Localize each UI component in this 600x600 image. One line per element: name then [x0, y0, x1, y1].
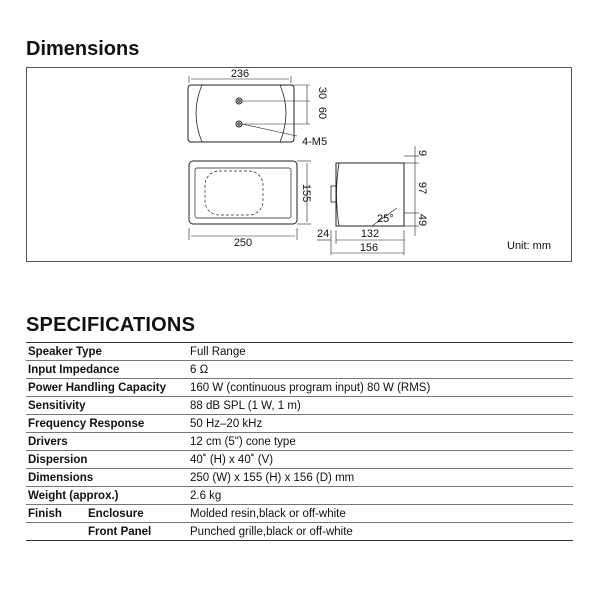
label-hole-bottom: 60: [316, 106, 328, 120]
unit-label: Unit: mm: [507, 240, 551, 252]
label-overall-depth: 156: [359, 242, 379, 254]
spec-row: [26, 469, 573, 487]
front-panel-label-cell: [26, 523, 188, 541]
spec-label: Sensitivity: [26, 397, 188, 415]
spec-row-finish-front-panel: [26, 523, 573, 541]
label-mount-screws: 4-M5: [302, 136, 328, 148]
dimensions-heading: Dimensions: [26, 38, 140, 60]
spec-value: 40˚ (H) x 40˚ (V): [188, 451, 573, 469]
spec-label: Input Impedance: [26, 361, 188, 379]
spec-value: 6 Ω: [188, 361, 573, 379]
spec-row-finish-enclosure: [26, 505, 573, 523]
label-side-bottom: 49: [416, 213, 428, 227]
spec-label: Frequency Response: [26, 415, 188, 433]
spec-label: Speaker Type: [26, 343, 188, 361]
specifications-table: [26, 342, 573, 541]
spec-value: 160 W (continuous program input) 80 W (RMS): [188, 379, 573, 397]
spec-value: 12 cm (5") cone type: [188, 433, 573, 451]
finish-label: Finish: [28, 507, 62, 520]
spec-value: Full Range: [188, 343, 573, 361]
spec-row: [26, 433, 573, 451]
spec-row: [26, 451, 573, 469]
spec-value: 2.6 kg: [188, 487, 573, 505]
spec-value: 250 (W) x 155 (H) x 156 (D) mm: [188, 469, 573, 487]
label-height: 155: [300, 183, 312, 203]
spec-value: 50 Hz–20 kHz: [188, 415, 573, 433]
front-panel-value: Punched grille,black or off-white: [188, 523, 573, 541]
spec-label: Dimensions: [26, 469, 188, 487]
label-hole-top: 30: [316, 86, 328, 100]
dimensions-drawing-box: [26, 67, 572, 262]
front-panel-label: Front Panel: [88, 525, 152, 538]
spec-row: [26, 343, 573, 361]
dimensions-drawing: [27, 68, 573, 263]
spec-label: Power Handling Capacity: [26, 379, 188, 397]
spec-label: Drivers: [26, 433, 188, 451]
label-side-mid: 97: [416, 181, 428, 195]
label-side-depth: 132: [360, 228, 380, 240]
spec-row: [26, 487, 573, 505]
spec-value: 88 dB SPL (1 W, 1 m): [188, 397, 573, 415]
label-top-width: 236: [230, 68, 250, 80]
spec-row: [26, 415, 573, 433]
label-side-top: 9: [416, 149, 428, 157]
front-view: [189, 161, 311, 240]
specifications-heading: SPECIFICATIONS: [26, 314, 196, 336]
label-bracket-offset: 24: [317, 228, 330, 240]
spec-label: Weight (approx.): [26, 487, 188, 505]
enclosure-label: Enclosure: [88, 507, 144, 520]
label-tilt-angle: 25°: [377, 213, 394, 225]
top-view: [188, 76, 310, 142]
enclosure-value: Molded resin,black or off-white: [188, 505, 573, 523]
label-front-width: 250: [233, 237, 253, 249]
spec-row: [26, 397, 573, 415]
finish-label-cell: [26, 505, 188, 523]
spec-row: [26, 361, 573, 379]
spec-label: Dispersion: [26, 451, 188, 469]
spec-row: [26, 379, 573, 397]
